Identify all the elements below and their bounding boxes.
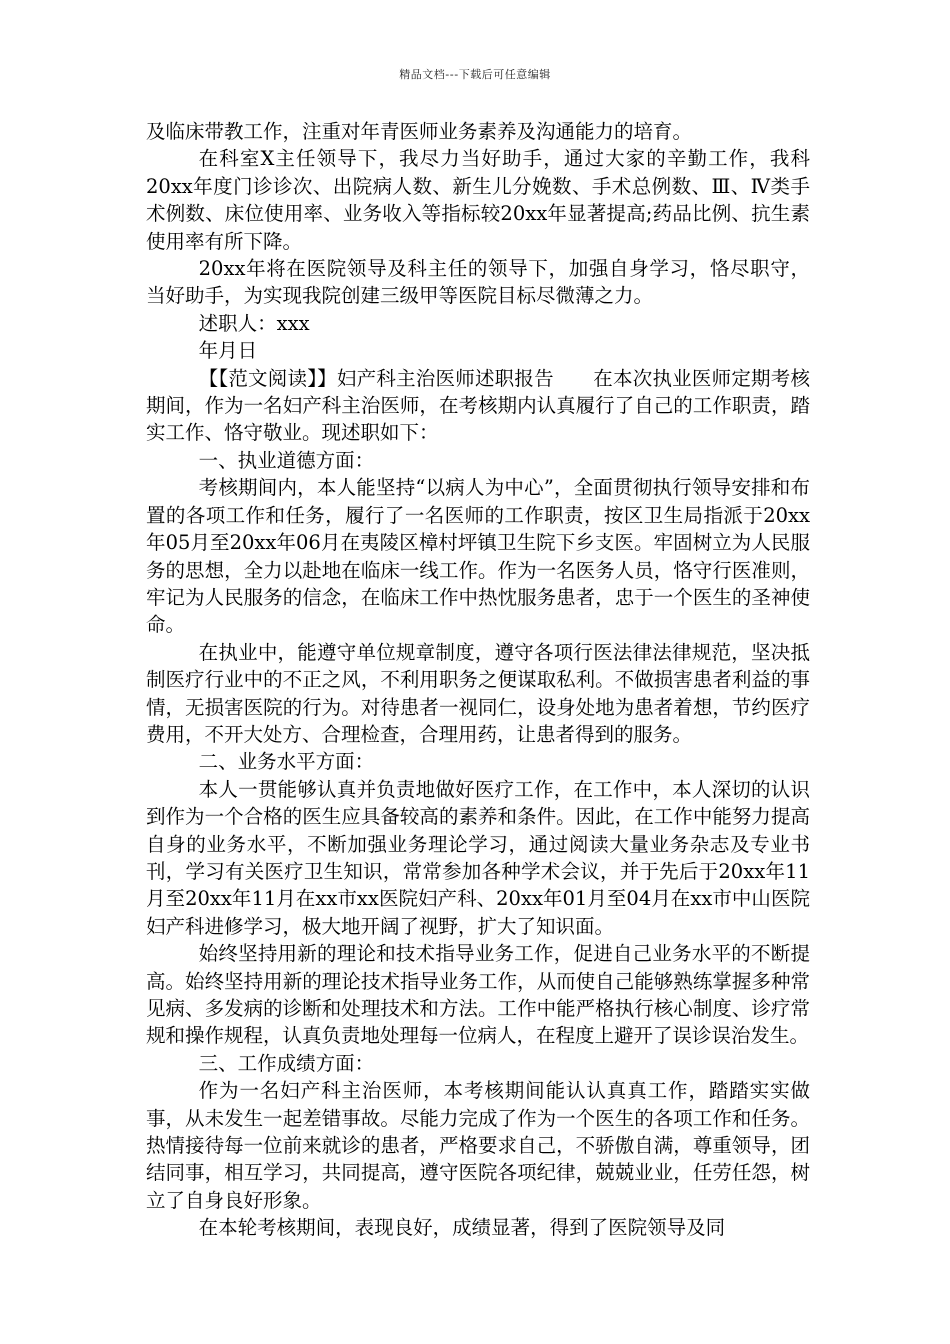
document-body (146, 118, 810, 1242)
paragraph-continuation: 及临床带教工作，注重对年青医师业务素养及沟通能力的培育。 (146, 120, 693, 143)
section-heading-results: 三、工作成绩方面： (198, 1051, 375, 1075)
section-heading-ethics: 一、执业道德方面： (198, 448, 375, 472)
paragraph-achievements: 在科室X主任领导下，我尽力当好助手，通过大家的辛勤工作，我科20xx年度门诊诊次、出院病人数、新生儿分娩数、手术总例数、Ⅲ、Ⅳ类手术例数、床位使用率、业务收入等指标较20xx年显著提高;药品比例、抗生素使用率有所下降。 (146, 147, 810, 253)
paragraph-ethics-2: 在执业中，能遵守单位规章制度，遵守各项行医法律法律规范，坚决抵制医疗行业中的不正之风，不利用职务之便谋取私利。不做损害患者利益的事情，无损害医院的行为。对待患者一视同仁，设身处地为患者着想，节约医疗费用，不开大处方、合理检查，合理用药，让患者得到的服务。 (146, 640, 810, 746)
signature-line: 述职人：xxx (198, 311, 310, 335)
date-line: 年月日 (198, 339, 258, 363)
page-header: 精品文档---下载后可任意编辑 (399, 68, 551, 81)
paragraph-ethics-1: 考核期间内，本人能坚持“以病人为中心”，全面贯彻执行领导安排和布置的各项工作和任务，履行了一名医师的工作职责，按区卫生局指派于20xx年05月至20xx年06月在夷陵区樟村坪镇卫生院下乡支医。牢固树立为人民服务的思想，全力以赴地在临床一线工作。作为一名医务人员，恪守行医准则，牢记为人民服务的信念，在临床工作中热忱服务患者，忠于一个医生的圣神使命。 (146, 476, 810, 637)
paragraph-results-2: 在本轮考核期间，表现良好，成绩显著，得到了医院领导及同 (198, 1216, 726, 1240)
paragraph-skills-1: 本人一贯能够认真并负责地做好医疗工作，在工作中，本人深切的认识到作为一个合格的医生应具备较高的素养和条件。因此，在工作中能努力提高自身的业务水平，不断加强业务理论学习，通过阅读大量业务杂志及专业书刊，学习有关医疗卫生知识，常常参加各种学术会议，并于先后于20xx年11月至20xx年11月在xx市xx医院妇产科、20xx年01月至04月在xx市中山医院妇产科进修学习，极大地开阔了视野，扩大了知识面。 (146, 777, 810, 938)
paragraph-plan: 20xx年将在医院领导及科主任的领导下，加强自身学习，恪尽职守，当好助手，为实现我院创建三级甲等医院目标尽微薄之力。 (146, 257, 810, 308)
section-heading-skills: 二、业务水平方面： (198, 750, 375, 774)
paragraph-results-1: 作为一名妇产科主治医师，本考核期间能认认真真工作，踏踏实实做事，从未发生一起差错事故。尽能力完成了作为一个医生的各项工作和任务。热情接待每一位前来就诊的患者，严格要求自己，不骄傲自满，尊重领导，团结同事，相互学习，共同提高，遵守医院各项纪律，兢兢业业，任劳任怨，树立了自身良好形象。 (146, 1079, 810, 1212)
paragraph-skills-2: 始终坚持用新的理论和技术指导业务工作，促进自己业务水平的不断提高。始终坚持用新的理论技术指导业务工作，从而使自己能够熟练掌握多种常见病、多发病的诊断和处理技术和方法。工作中能严格执行核心制度、诊疗常规和操作规程，认真负责地处理每一位病人，在程度上避开了误诊误治发生。 (146, 942, 810, 1048)
paragraph-report-intro: 【【范文阅读】】妇产科主治医师述职报告 在本次执业医师定期考核期间，作为一名妇产科主治医师，在考核期内认真履行了自己的工作职责，踏实工作、恪守敬业。现述职如下： (146, 366, 810, 445)
